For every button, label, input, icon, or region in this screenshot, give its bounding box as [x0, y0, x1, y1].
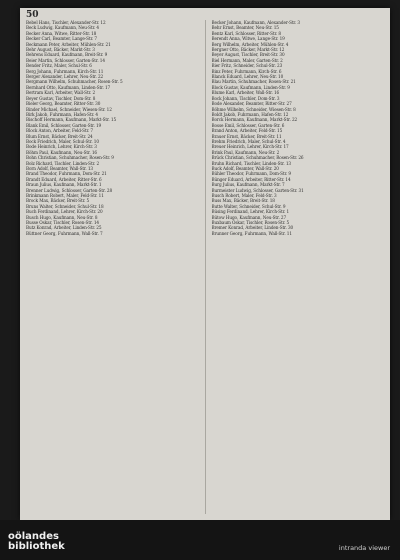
page-number: 50 [26, 10, 39, 20]
directory-entry: Brenner Ludwig, Schlosser, Garten-Str. 28 [26, 187, 113, 193]
directory-entry: Block Anton, Arbeiter, Feld-Str. 7 [26, 128, 93, 134]
directory-entry: Büttner Georg, Fuhrmann, Wall-Str. 7 [26, 230, 103, 236]
directory-entry: Binder Michael, Schneider, Wiesen-Str. 12 [26, 106, 112, 112]
directory-entry: Brauer Ernst, Bäcker, Breit-Str. 11 [211, 133, 282, 139]
directory-entry: Becker Anna, Witwe, Ritter-Str. 18 [26, 30, 97, 36]
directory-entry: Büsing Ferdinand, Lehrer, Kirch-Str. 1 [211, 209, 290, 215]
directory-entry: Bolz Richard, Tischler, Linden-Str. 2 [26, 160, 100, 166]
logo-line-1: oölandes [8, 531, 59, 542]
directory-entry: Brinkmann Robert, Maler, Feld-Str. 11 [26, 193, 104, 198]
directory-entry: Bünger Eduard, Arbeiter, Ritter-Str. 14 [211, 176, 291, 182]
column-divider [205, 20, 206, 514]
directory-entry: Bohn Christian, Schuhmacher, Rosen-Str. 9 [26, 155, 114, 161]
directory-entry: Bühler Theodor, Fuhrmann, Dom-Str. 9 [211, 171, 291, 177]
directory-entry: Bieler Georg, Beamter, Ritter-Str. 30 [26, 101, 101, 107]
directory-entry: Buck Adolf, Beamter, Wall-Str. 20 [211, 165, 279, 171]
directory-entry: Busse Oskar, Tischler, Rosen-Str. 14 [26, 220, 99, 226]
logo-line-2: bibliothek [8, 541, 65, 552]
directory-entry: Birk Jakob, Fuhrmann, Hafen-Str. 4 [26, 111, 98, 117]
viewer-label[interactable]: intranda viewer [338, 544, 390, 552]
directory-entry: Becker Johann, Kaufmann, Alexander-Str. 3 [211, 20, 300, 25]
directory-entry: Bruns Walter, Schneider, Schul-Str. 18 [26, 203, 104, 209]
directory-entry: Binz Peter, Fuhrmann, Kirch-Str. 6 [211, 68, 282, 74]
directory-entry: Bertram Karl, Arbeiter, Wall-Str. 2 [26, 90, 96, 96]
directory-entry: Behr August, Bäcker, Markt-Str. 3 [26, 47, 95, 53]
directory-entry: Busch Robert, Maler, Feld-Str. 3 [211, 193, 277, 198]
directory-entry: Berendt Anna, Witwe, Lange-Str. 19 [211, 36, 285, 42]
directory-entry: Bode Heinrich, Lehrer, Kirch-Str. 3 [26, 144, 97, 150]
directory-entry: Brück Christian, Schuhmacher, Rosen-Str. 26 [211, 155, 304, 161]
directory-entry: Bode Alexander, Beamter, Ritter-Str. 27 [211, 101, 292, 107]
directory-entry: Behr Ernst, Beamter, Neu-Str. 15 [211, 25, 279, 31]
library-logo[interactable] [8, 532, 65, 552]
directory-entry: Brand Anton, Arbeiter, Feld-Str. 15 [211, 128, 283, 134]
directory-entry: Bischoff Hermann, Kaufmann, Markt-Str. 15 [26, 117, 117, 123]
directory-entry: Berger Alexander, Lehrer, Neu-Str. 22 [26, 74, 104, 80]
directory-entry: Burmeister Ludwig, Schlosser, Garten-Str. 31 [211, 187, 304, 193]
directory-entry: Braun Julius, Kaufmann, Markt-Str. 1 [26, 182, 102, 188]
directory-entry: Bosse Emil, Schlosser, Garten-Str. 6 [211, 122, 285, 128]
right-column [212, 20, 385, 514]
directory-entry: Bock Johann, Tischler, Dom-Str. 3 [211, 95, 280, 101]
directory-entry: Burg Julius, Kaufmann, Markt-Str. 7 [211, 182, 285, 188]
directory-entry: Block Gustav, Kaufmann, Linden-Str. 9 [211, 84, 290, 90]
directory-entry: Bremer Konrad, Arbeiter, Linden-Str. 30 [211, 225, 294, 231]
directory-entry: Bergner Otto, Bäcker, Markt-Str. 12 [211, 47, 285, 53]
directory-entry: Brunner Georg, Fuhrmann, Wall-Str. 11 [211, 230, 292, 236]
directory-entry: Brink Paul, Kaufmann, Neu-Str. 2 [211, 149, 280, 155]
directory-entry: Blanck Eduard, Lehrer, Neu-Str. 10 [211, 74, 284, 80]
directory-entry: Born Adolf, Beamter, Wall-Str. 13 [26, 165, 93, 171]
directory-entry: Blum Ernst, Bäcker, Breit-Str. 24 [26, 133, 93, 139]
directory-entry: Bergmann Wilhelm, Schuhmacher, Rosen-Str. 5 [26, 79, 123, 85]
left-column [26, 20, 199, 514]
directory-entry: Butte Walter, Schneider, Schul-Str. 9 [211, 203, 286, 209]
entries-columns [26, 20, 384, 514]
directory-entry: Böhm Paul, Kaufmann, Neu-Str. 16 [26, 149, 97, 155]
directory-entry: Blank Emil, Schlosser, Garten-Str. 19 [26, 122, 102, 128]
directory-entry: Beyer August, Tischler, Breit-Str. 30 [211, 52, 285, 58]
directory-entry: Bentz Karl, Schlosser, Ritter-Str. 8 [211, 30, 281, 36]
directory-entry: Buch Ferdinand, Lehrer, Kirch-Str. 20 [26, 209, 103, 215]
directory-entry: Brand Theodor, Fuhrmann, Dom-Str. 21 [26, 171, 107, 177]
directory-entry: Brehm Friedrich, Maler, Schul-Str. 4 [211, 138, 286, 144]
directory-entry: Brandt Eduard, Arbeiter, Ritter-Str. 6 [26, 176, 102, 182]
directory-entry: Bernhard Otto, Kaufmann, Linden-Str. 17 [26, 84, 111, 90]
directory-entry: Buxbaum Oskar, Tischler, Rosen-Str. 5 [211, 220, 290, 226]
directory-entry: Beyer Gustav, Tischler, Dom-Str. 8 [26, 95, 96, 101]
directory-entry: Blau Martin, Schuhmacher, Rosen-Str. 21 [211, 79, 296, 85]
scanned-page [20, 8, 390, 520]
directory-entry: Beier Martin, Schlosser, Garten-Str. 14 [26, 57, 105, 63]
directory-entry: Böhme Wilhelm, Schneider, Wiesen-Str. 8 [211, 106, 296, 112]
directory-entry: Blume Karl, Arbeiter, Wall-Str. 16 [211, 90, 280, 96]
directory-entry: Berg Johann, Fuhrmann, Kirch-Str. 11 [26, 68, 104, 74]
directory-entry: Bier Fritz, Schneider, Schul-Str. 23 [211, 63, 283, 69]
directory-entry: Bender Fritz, Maler, Schul-Str. 6 [26, 63, 92, 69]
directory-entry: Bebel Hans, Tischler, Alexander-Str. 12 [26, 20, 106, 25]
directory-entry: Biel Hermann, Maler, Garten-Str. 2 [211, 57, 283, 63]
directory-entry: Becker Carl, Beamter, Lange-Str. 7 [26, 36, 97, 42]
directory-entry: Berg Wilhelm, Arbeiter, Mühlen-Str. 4 [211, 41, 289, 47]
directory-entry: Bütow Hugo, Kaufmann, Neu-Str. 27 [211, 214, 287, 220]
directory-entry: Borck Hermann, Kaufmann, Markt-Str. 22 [211, 117, 298, 123]
directory-entry: Butz Konrad, Arbeiter, Linden-Str. 25 [26, 225, 102, 231]
directory-entry: Behrens Eduard, Kaufmann, Breit-Str. 9 [26, 52, 108, 58]
directory-entry: Brock Max, Bäcker, Breit-Str. 5 [26, 198, 90, 204]
directory-entry: Boldt Jakob, Fuhrmann, Hafen-Str. 12 [211, 111, 289, 117]
directory-entry: Bock Friedrich, Maler, Schul-Str. 10 [26, 138, 99, 144]
directory-entry: Beckmann Peter, Arbeiter, Mühlen-Str. 21 [26, 41, 111, 47]
directory-entry: Bruhn Richard, Tischler, Linden-Str. 13 [211, 160, 291, 166]
directory-entry: Busch Hugo, Kaufmann, Neu-Str. 8 [26, 214, 98, 220]
directory-entry: Buss Max, Bäcker, Breit-Str. 18 [211, 198, 275, 204]
directory-entry: Beck Ludwig, Kaufmann, Neu-Str. 4 [26, 25, 99, 31]
directory-entry: Breuer Heinrich, Lehrer, Kirch-Str. 17 [211, 144, 289, 150]
